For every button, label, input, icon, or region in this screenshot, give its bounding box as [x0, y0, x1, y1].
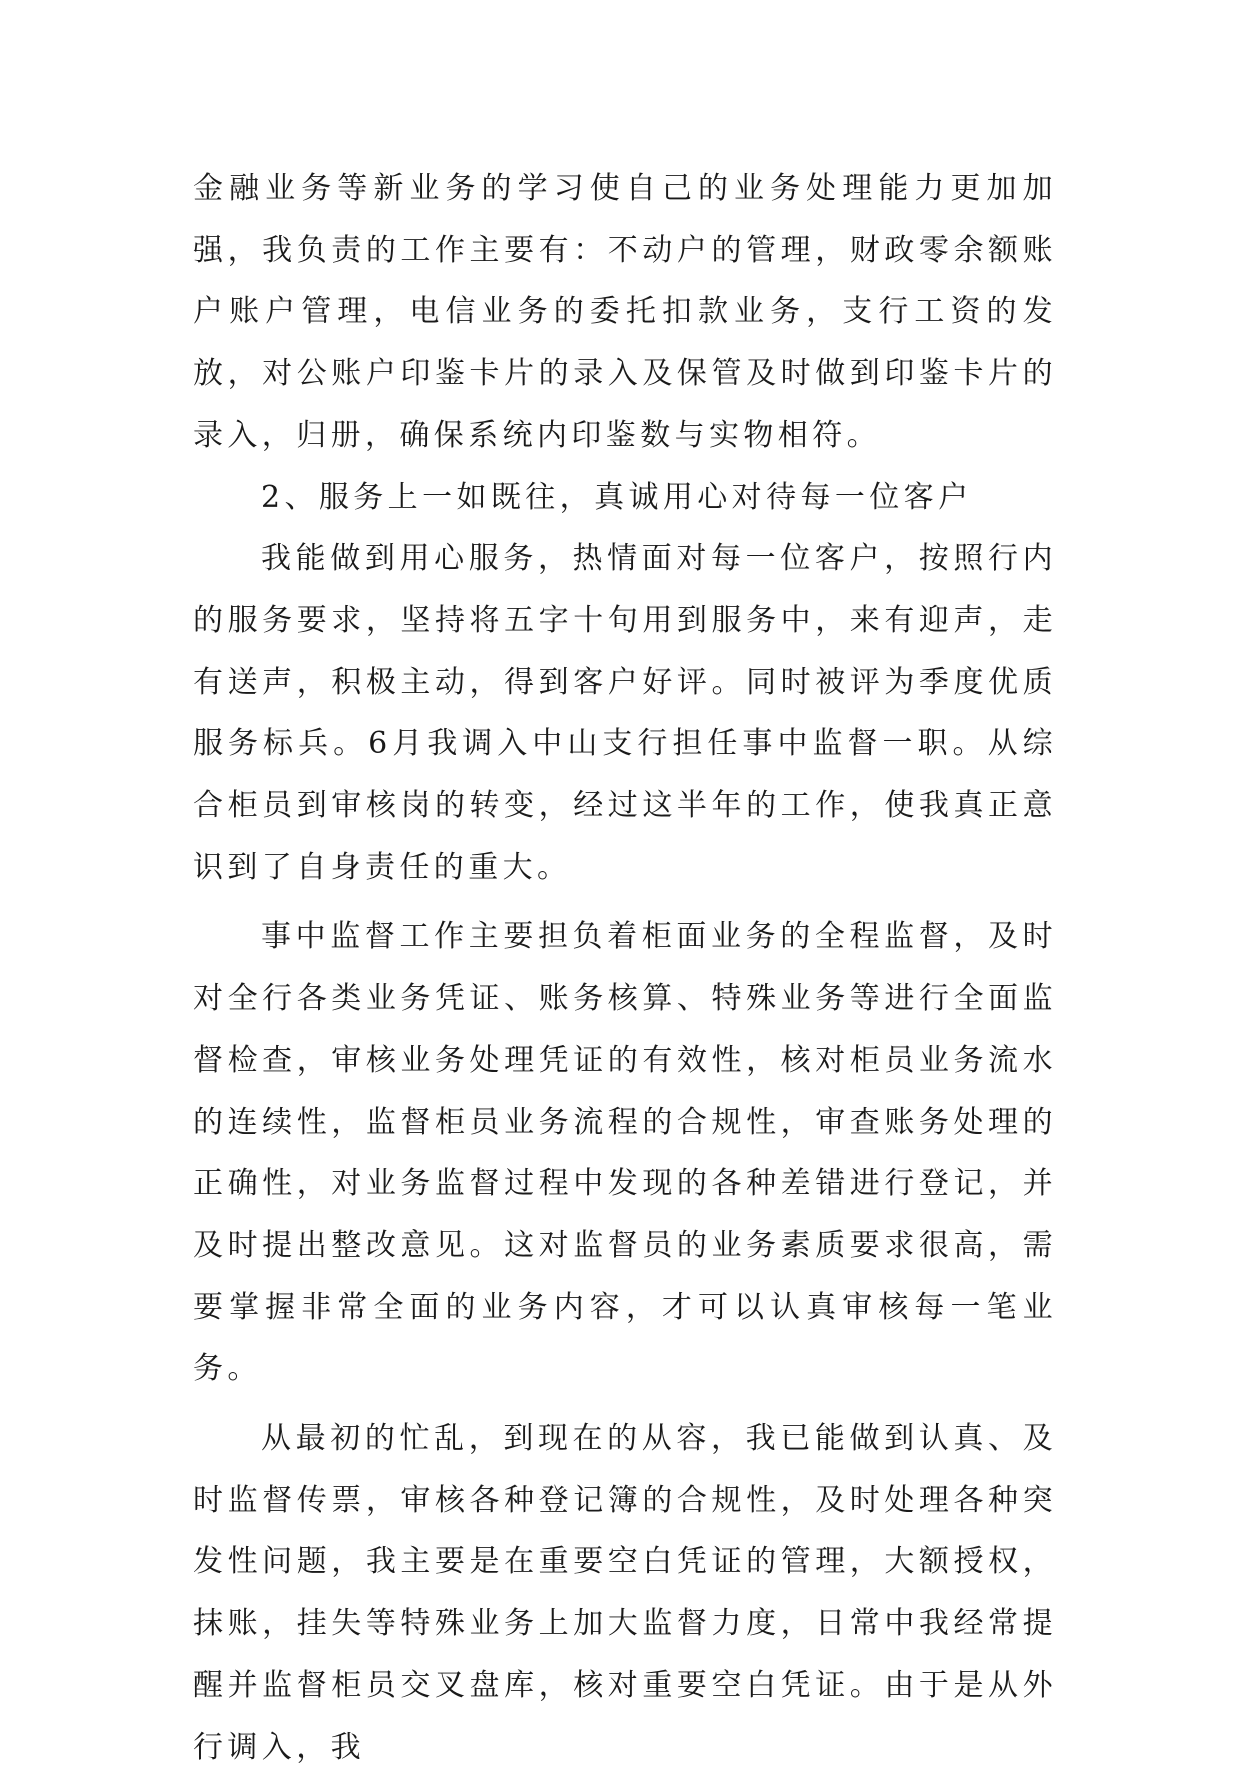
paragraph-service: 我能做到用心服务，热情面对每一位客户，按照行内的服务要求，坚持将五字十句用到服务中，来有迎声，走有送声，积极主动，得到客户好评。同时被评为季度优质服务标兵。6月我调入中山支行担任事中监督一职。从综合柜员到审核岗的转变，经过这半年的工作，使我真正意识到了自身责任的重大。	[193, 541, 1057, 885]
paragraph-progress: 从最初的忙乱，到现在的从容，我已能做到认真、及时监督传票，审核各种登记簿的合规性，及时处理各种突发性问题，我主要是在重要空白凭证的管理，大额授权，抹账，挂失等特殊业务上加大监督力度，日常中我经常提醒并监督柜员交叉盘库，核对重要空白凭证。由于是从外行调入，我	[193, 1421, 1057, 1765]
paragraph-continuation: 金融业务等新业务的学习使自己的业务处理能力更加加强，我负责的工作主要有：不动户的管理，财政零余额账户账户管理，电信业务的委托扣款业务，支行工资的发放，对公账户印鉴卡片的录入及保管及时做到印鉴卡片的录入，归册，确保系统内印鉴数与实物相符。	[193, 171, 1057, 453]
section-heading-service: 2、服务上一如既往，真诚用心对待每一位客户	[261, 479, 973, 515]
document-body	[193, 158, 1057, 1778]
paragraph-supervision-duties: 事中监督工作主要担负着柜面业务的全程监督，及时对全行各类业务凭证、账务核算、特殊业务等进行全面监督检查，审核业务处理凭证的有效性，核对柜员业务流水的连续性，监督柜员业务流程的合规性，审查账务处理的正确性，对业务监督过程中发现的各种差错进行登记，并及时提出整改意见。这对监督员的业务素质要求很高，需要掌握非常全面的业务内容，才可以认真审核每一笔业务。	[193, 919, 1057, 1387]
